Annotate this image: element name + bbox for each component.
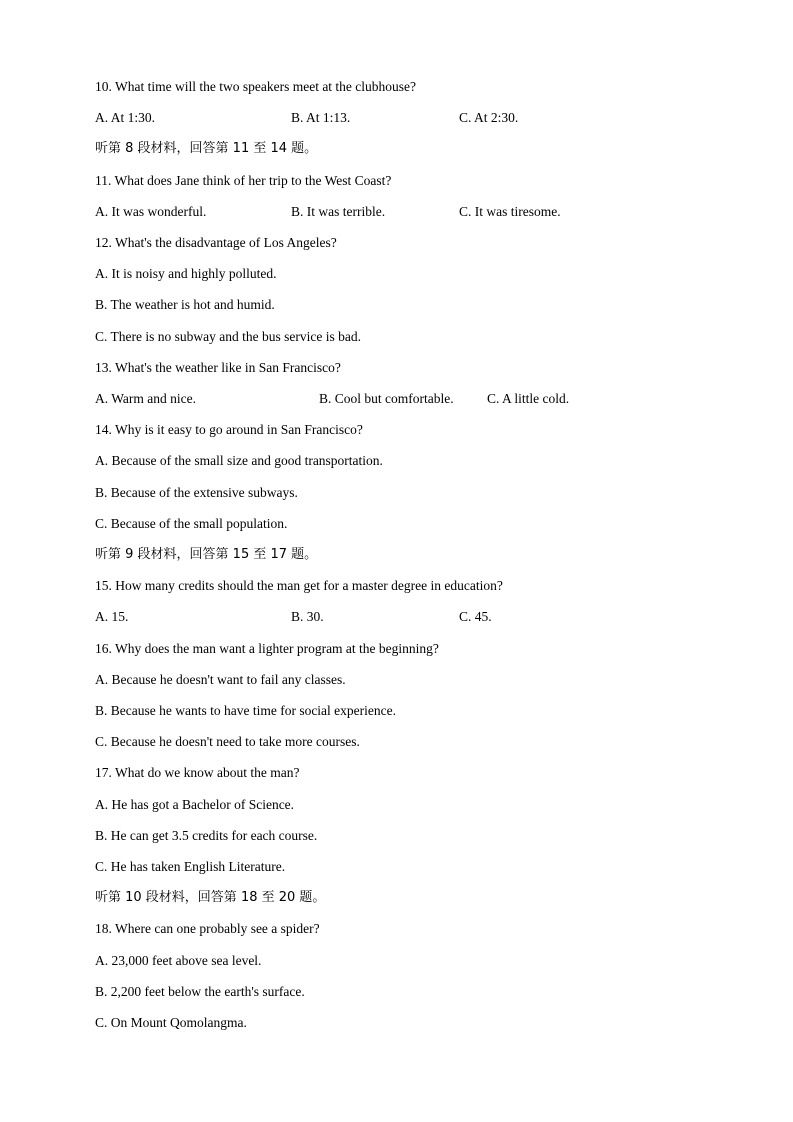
answer-option: C. At 2:30. bbox=[459, 110, 519, 126]
section-instruction: 听第 10 段材料，回答第 18 至 20 题。 bbox=[95, 890, 326, 906]
answer-option: B. Because he wants to have time for social experience. bbox=[95, 703, 397, 718]
answer-option: C. It was tiresome. bbox=[459, 203, 561, 219]
answer-option: C. On Mount Qomolangma. bbox=[95, 1015, 247, 1030]
answer-option: A. At 1:30. bbox=[95, 110, 156, 126]
answer-option: C. Because of the small population. bbox=[95, 515, 288, 531]
answer-option: A. 23,000 feet above sea level. bbox=[95, 952, 262, 968]
answer-option: C. Because he doesn't need to take more courses. bbox=[95, 734, 360, 750]
answer-option: B. The weather is hot and humid. bbox=[95, 297, 275, 313]
answer-option: A. Warm and nice. bbox=[95, 391, 197, 406]
answer-option: A. Because of the small size and good transportation. bbox=[95, 453, 383, 469]
question-text: 17. What do we know about the man? bbox=[95, 765, 300, 781]
question-text: 16. Why does the man want a lighter program at the beginning? bbox=[95, 640, 439, 656]
answer-option: A. It is noisy and highly polluted. bbox=[95, 266, 277, 282]
question-text: 11. What does Jane think of her trip to the West Coast? bbox=[95, 172, 392, 188]
section-instruction: 听第 8 段材料，回答第 11 至 14 题。 bbox=[95, 141, 318, 157]
answer-option: B. He can get 3.5 credits for each course. bbox=[95, 827, 318, 843]
answer-option: A. It was wonderful. bbox=[95, 203, 207, 219]
question-text: 13. What's the weather like in San Francisco? bbox=[95, 359, 341, 375]
question-text: 12. What's the disadvantage of Los Angeles? bbox=[95, 235, 337, 250]
answer-option: B. It was terrible. bbox=[291, 203, 386, 219]
section-instruction: 听第 9 段材料，回答第 15 至 17 题。 bbox=[95, 547, 318, 562]
answer-option: A. Because he doesn't want to fail any classes. bbox=[95, 671, 346, 687]
answer-option: B. Because of the extensive subways. bbox=[95, 484, 298, 500]
question-text: 14. Why is it easy to go around in San Francisco? bbox=[95, 422, 363, 438]
question-text: 10. What time will the two speakers meet at the clubhouse? bbox=[95, 79, 417, 94]
answer-option: B. 2,200 feet below the earth's surface. bbox=[95, 983, 305, 999]
answer-option: C. A little cold. bbox=[487, 391, 570, 406]
answer-option: B. Cool but comfortable. bbox=[319, 391, 454, 406]
answer-option: A. 15. bbox=[95, 609, 129, 625]
answer-option: C. There is no subway and the bus service is bad. bbox=[95, 328, 361, 344]
answer-option: B. 30. bbox=[291, 609, 324, 625]
answer-option: C. He has taken English Literature. bbox=[95, 859, 286, 874]
answer-option: C. 45. bbox=[459, 609, 492, 625]
question-text: 15. How many credits should the man get for a master degree in education? bbox=[95, 578, 503, 594]
question-text: 18. Where can one probably see a spider? bbox=[95, 921, 320, 937]
answer-option: B. At 1:13. bbox=[291, 110, 351, 126]
answer-option: A. He has got a Bachelor of Science. bbox=[95, 796, 295, 812]
